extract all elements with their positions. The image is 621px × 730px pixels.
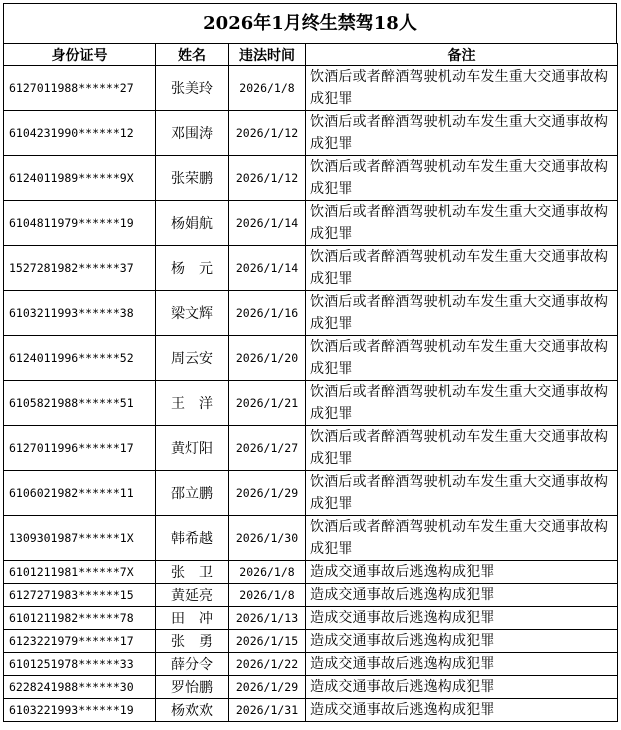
- cell-note: 造成交通事故后逃逸构成犯罪: [306, 676, 618, 699]
- cell-id: 6105821988******51: [4, 381, 156, 426]
- cell-name: 杨 元: [156, 246, 229, 291]
- cell-date: 2026/1/29: [229, 676, 306, 699]
- cell-name: 张荣鹏: [156, 156, 229, 201]
- cell-name: 黄延亮: [156, 584, 229, 607]
- table-row: [4, 676, 618, 699]
- table-row: [4, 156, 618, 201]
- table-row: [4, 66, 618, 111]
- cell-date: 2026/1/15: [229, 630, 306, 653]
- cell-id: 6124011989******9X: [4, 156, 156, 201]
- cell-date: 2026/1/27: [229, 426, 306, 471]
- page-title: 2026年1月终生禁驾18人: [3, 3, 617, 43]
- cell-name: 田 冲: [156, 607, 229, 630]
- cell-id: 1309301987******1X: [4, 516, 156, 561]
- table-row: [4, 201, 618, 246]
- table-row: [4, 291, 618, 336]
- cell-note: 饮酒后或者醉酒驾驶机动车发生重大交通事故构成犯罪: [306, 426, 618, 471]
- cell-date: 2026/1/22: [229, 653, 306, 676]
- cell-id: 6103211993******38: [4, 291, 156, 336]
- cell-note: 饮酒后或者醉酒驾驶机动车发生重大交通事故构成犯罪: [306, 381, 618, 426]
- cell-id: 6103221993******19: [4, 699, 156, 722]
- cell-note: 造成交通事故后逃逸构成犯罪: [306, 630, 618, 653]
- table-row: [4, 561, 618, 584]
- cell-date: 2026/1/30: [229, 516, 306, 561]
- cell-name: 周云安: [156, 336, 229, 381]
- cell-id: 6124011996******52: [4, 336, 156, 381]
- table-header-row: [4, 44, 618, 66]
- cell-note: 造成交通事故后逃逸构成犯罪: [306, 607, 618, 630]
- header-id: 身份证号: [4, 44, 156, 66]
- table-row: [4, 336, 618, 381]
- cell-name: 张美玲: [156, 66, 229, 111]
- table-row: [4, 630, 618, 653]
- cell-id: 6127011988******27: [4, 66, 156, 111]
- cell-date: 2026/1/12: [229, 111, 306, 156]
- cell-date: 2026/1/14: [229, 201, 306, 246]
- cell-date: 2026/1/12: [229, 156, 306, 201]
- table-row: [4, 653, 618, 676]
- cell-id: 6127271983******15: [4, 584, 156, 607]
- cell-note: 造成交通事故后逃逸构成犯罪: [306, 584, 618, 607]
- cell-id: 6101251978******33: [4, 653, 156, 676]
- banned-drivers-table: [3, 43, 618, 722]
- cell-note: 造成交通事故后逃逸构成犯罪: [306, 561, 618, 584]
- cell-date: 2026/1/21: [229, 381, 306, 426]
- cell-date: 2026/1/13: [229, 607, 306, 630]
- cell-name: 梁文辉: [156, 291, 229, 336]
- table-row: [4, 584, 618, 607]
- cell-name: 杨娟航: [156, 201, 229, 246]
- cell-id: 1527281982******37: [4, 246, 156, 291]
- header-date: 违法时间: [229, 44, 306, 66]
- cell-note: 饮酒后或者醉酒驾驶机动车发生重大交通事故构成犯罪: [306, 246, 618, 291]
- cell-id: 6127011996******17: [4, 426, 156, 471]
- cell-name: 薛分令: [156, 653, 229, 676]
- cell-name: 杨欢欢: [156, 699, 229, 722]
- header-note: 备注: [306, 44, 618, 66]
- cell-note: 饮酒后或者醉酒驾驶机动车发生重大交通事故构成犯罪: [306, 471, 618, 516]
- cell-note: 饮酒后或者醉酒驾驶机动车发生重大交通事故构成犯罪: [306, 111, 618, 156]
- cell-id: 6104231990******12: [4, 111, 156, 156]
- cell-date: 2026/1/31: [229, 699, 306, 722]
- cell-name: 张 卫: [156, 561, 229, 584]
- table-row: [4, 471, 618, 516]
- table-body: [4, 66, 618, 722]
- cell-note: 造成交通事故后逃逸构成犯罪: [306, 699, 618, 722]
- cell-date: 2026/1/14: [229, 246, 306, 291]
- table-row: [4, 111, 618, 156]
- cell-note: 饮酒后或者醉酒驾驶机动车发生重大交通事故构成犯罪: [306, 156, 618, 201]
- cell-name: 邓围涛: [156, 111, 229, 156]
- cell-name: 韩希越: [156, 516, 229, 561]
- cell-id: 6101211982******78: [4, 607, 156, 630]
- table-row: [4, 426, 618, 471]
- table-row: [4, 516, 618, 561]
- cell-note: 饮酒后或者醉酒驾驶机动车发生重大交通事故构成犯罪: [306, 291, 618, 336]
- cell-id: 6101211981******7X: [4, 561, 156, 584]
- cell-date: 2026/1/8: [229, 561, 306, 584]
- cell-name: 黄灯阳: [156, 426, 229, 471]
- table-row: [4, 607, 618, 630]
- cell-date: 2026/1/20: [229, 336, 306, 381]
- cell-id: 6123221979******17: [4, 630, 156, 653]
- cell-note: 饮酒后或者醉酒驾驶机动车发生重大交通事故构成犯罪: [306, 66, 618, 111]
- cell-id: 6104811979******19: [4, 201, 156, 246]
- cell-date: 2026/1/8: [229, 66, 306, 111]
- cell-date: 2026/1/29: [229, 471, 306, 516]
- cell-note: 饮酒后或者醉酒驾驶机动车发生重大交通事故构成犯罪: [306, 336, 618, 381]
- cell-note: 饮酒后或者醉酒驾驶机动车发生重大交通事故构成犯罪: [306, 516, 618, 561]
- table-row: [4, 381, 618, 426]
- document: [3, 3, 617, 722]
- cell-id: 6228241988******30: [4, 676, 156, 699]
- cell-name: 张 勇: [156, 630, 229, 653]
- table-row: [4, 246, 618, 291]
- cell-name: 罗怡鹏: [156, 676, 229, 699]
- cell-note: 饮酒后或者醉酒驾驶机动车发生重大交通事故构成犯罪: [306, 201, 618, 246]
- cell-note: 造成交通事故后逃逸构成犯罪: [306, 653, 618, 676]
- table-row: [4, 699, 618, 722]
- cell-date: 2026/1/8: [229, 584, 306, 607]
- header-name: 姓名: [156, 44, 229, 66]
- cell-date: 2026/1/16: [229, 291, 306, 336]
- cell-name: 王 洋: [156, 381, 229, 426]
- cell-id: 6106021982******11: [4, 471, 156, 516]
- cell-name: 邵立鹏: [156, 471, 229, 516]
